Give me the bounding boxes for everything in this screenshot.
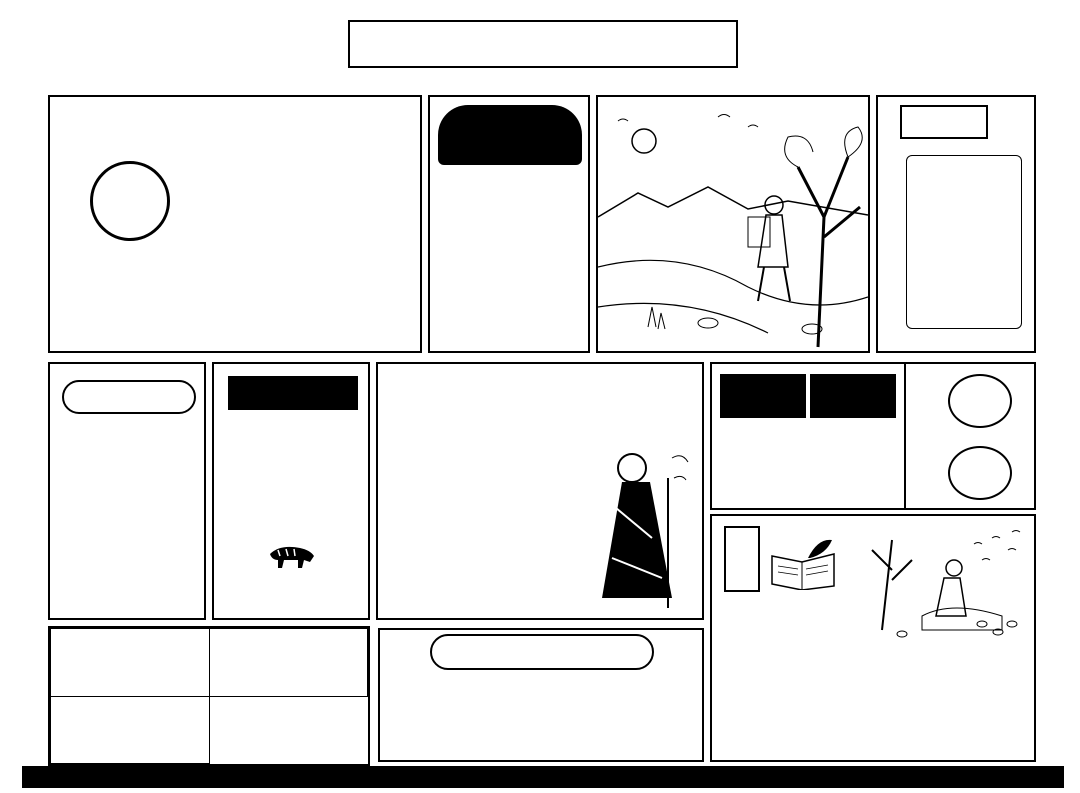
puzzle-scroll bbox=[906, 155, 1022, 329]
wong-tai-sin-spirit-code-panel bbox=[376, 362, 704, 620]
landscape-drawing bbox=[598, 97, 868, 351]
six-spirit-numbers-panel bbox=[428, 95, 590, 353]
period-column-header bbox=[51, 629, 210, 697]
masthead-panel bbox=[48, 95, 422, 353]
total-open-tag bbox=[720, 374, 806, 418]
odd-even-prediction-panel bbox=[710, 362, 1036, 510]
special-code-panel bbox=[48, 362, 206, 620]
eight-immortals-title bbox=[430, 634, 654, 670]
eight-immortals-panel bbox=[378, 628, 704, 762]
open-book-icon bbox=[768, 538, 838, 590]
special-open-tag bbox=[810, 374, 896, 418]
special-code-numbers bbox=[68, 452, 190, 488]
predicted-number-2 bbox=[948, 446, 1012, 500]
tiger-icon bbox=[264, 536, 320, 572]
mark-six-strip-left bbox=[24, 95, 46, 763]
mark-six-strip-right bbox=[1040, 95, 1062, 763]
woman-with-dog-illustration bbox=[862, 520, 1030, 640]
find-code-puzzle-panel bbox=[876, 95, 1036, 353]
result-column-header bbox=[209, 629, 368, 697]
newspaper-title bbox=[348, 20, 738, 68]
hot-tips-poem-panel bbox=[212, 362, 370, 620]
mark-six-strip-top bbox=[22, 71, 1062, 91]
six-spirit-numbers-title bbox=[438, 105, 582, 165]
six-spirit-numbers-grid bbox=[448, 185, 574, 245]
footer-statement bbox=[22, 766, 1064, 788]
masthead-seal bbox=[90, 161, 170, 241]
year-open-label-1 bbox=[928, 366, 944, 438]
result-subheader-row bbox=[51, 696, 368, 764]
year-open-label-2 bbox=[928, 438, 944, 510]
predicted-number-1 bbox=[948, 374, 1012, 428]
immortal-figure-illustration bbox=[592, 438, 692, 614]
special-code-title bbox=[62, 380, 196, 414]
hot-tips-banner bbox=[228, 376, 358, 410]
draw-results-table bbox=[48, 626, 370, 766]
results-grid bbox=[50, 628, 368, 764]
decoder-label bbox=[724, 526, 760, 592]
traveler-landscape-illustration bbox=[596, 95, 870, 353]
picture-decoder-panel bbox=[710, 514, 1036, 762]
subheader-blank bbox=[51, 696, 210, 764]
puzzle-title bbox=[900, 105, 988, 139]
